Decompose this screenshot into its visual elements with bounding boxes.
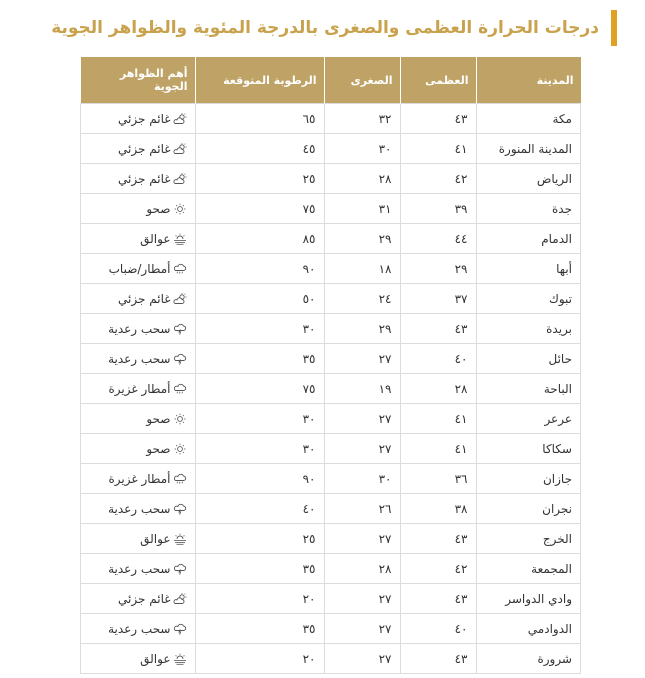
- cell-city: الدوادمي: [476, 614, 581, 644]
- cell-min: ٣٢: [324, 104, 400, 134]
- phenomenon-label: غائم جزئي: [118, 141, 171, 156]
- haze-icon: [173, 653, 187, 665]
- table-row: [81, 164, 581, 194]
- cell-max: ٢٩: [400, 254, 476, 284]
- cell-humidity: ٢٠: [195, 644, 324, 674]
- cell-max: ٤٢: [400, 554, 476, 584]
- cell-phenomenon: [81, 614, 196, 644]
- cell-min: ١٩: [324, 374, 400, 404]
- cell-humidity: ٣٠: [195, 314, 324, 344]
- cell-min: ٣٠: [324, 134, 400, 164]
- cell-humidity: ٣٥: [195, 344, 324, 374]
- cell-max: ٤٣: [400, 314, 476, 344]
- cell-phenomenon: [81, 164, 196, 194]
- cell-phenomenon: [81, 194, 196, 224]
- cell-city: المجمعة: [476, 554, 581, 584]
- cell-city: شرورة: [476, 644, 581, 674]
- cell-max: ٣٦: [400, 464, 476, 494]
- cell-phenomenon: [81, 314, 196, 344]
- table-row: [81, 644, 581, 674]
- cell-phenomenon: [81, 434, 196, 464]
- rain-icon: [173, 383, 187, 395]
- cell-city: مكة: [476, 104, 581, 134]
- cell-max: ٣٩: [400, 194, 476, 224]
- cell-phenomenon: [81, 284, 196, 314]
- page-header: [40, 10, 617, 46]
- cell-phenomenon: [81, 644, 196, 674]
- cell-humidity: ٣٥: [195, 614, 324, 644]
- cell-city: جازان: [476, 464, 581, 494]
- cell-humidity: ٩٠: [195, 464, 324, 494]
- sun-icon: [173, 203, 187, 215]
- cell-city: الدمام: [476, 224, 581, 254]
- cell-city: تبوك: [476, 284, 581, 314]
- cell-humidity: ٧٥: [195, 194, 324, 224]
- header-humidity: الرطوبة المتوقعة: [195, 57, 324, 104]
- table-row: [81, 194, 581, 224]
- cell-humidity: ٨٥: [195, 224, 324, 254]
- cell-min: ٢٧: [324, 584, 400, 614]
- header-min: الصغرى: [324, 57, 400, 104]
- cell-phenomenon: [81, 494, 196, 524]
- cell-phenomenon: [81, 374, 196, 404]
- cell-humidity: ٤٠: [195, 494, 324, 524]
- cell-max: ٤١: [400, 404, 476, 434]
- partly-cloudy-icon: [173, 113, 187, 125]
- cell-city: جدة: [476, 194, 581, 224]
- cell-phenomenon: [81, 404, 196, 434]
- phenomenon-label: أمطار/ضباب: [108, 261, 171, 276]
- phenomenon-label: سحب رعدية: [108, 621, 171, 636]
- table-row: [81, 494, 581, 524]
- cell-min: ٢٨: [324, 554, 400, 584]
- cell-city: عرعر: [476, 404, 581, 434]
- cell-max: ٤٠: [400, 614, 476, 644]
- phenomenon-label: أمطار غزيرة: [108, 471, 171, 486]
- cell-humidity: ٣٠: [195, 404, 324, 434]
- phenomenon-label: غائم جزئي: [118, 171, 171, 186]
- cell-phenomenon: [81, 584, 196, 614]
- cell-humidity: ٣٥: [195, 554, 324, 584]
- cell-phenomenon: [81, 224, 196, 254]
- cell-city: بريدة: [476, 314, 581, 344]
- cell-max: ٤١: [400, 434, 476, 464]
- cell-city: المدينة المنورة: [476, 134, 581, 164]
- phenomenon-label: عوالق: [140, 651, 171, 666]
- cell-humidity: ٤٥: [195, 134, 324, 164]
- cell-max: ٤٣: [400, 524, 476, 554]
- phenomenon-label: سحب رعدية: [108, 321, 171, 336]
- cell-min: ٢٧: [324, 434, 400, 464]
- table-row: [81, 584, 581, 614]
- table-row: [81, 104, 581, 134]
- cell-max: ٣٧: [400, 284, 476, 314]
- table-row: [81, 284, 581, 314]
- partly-cloudy-icon: [173, 593, 187, 605]
- cell-city: سكاكا: [476, 434, 581, 464]
- cell-city: نجران: [476, 494, 581, 524]
- cell-min: ٢٧: [324, 524, 400, 554]
- cell-humidity: ٦٥: [195, 104, 324, 134]
- cell-min: ٣٠: [324, 464, 400, 494]
- haze-icon: [173, 233, 187, 245]
- table-row: [81, 254, 581, 284]
- cell-min: ١٨: [324, 254, 400, 284]
- cell-max: ٣٨: [400, 494, 476, 524]
- cell-phenomenon: [81, 134, 196, 164]
- title-accent-bar: [611, 10, 617, 46]
- cell-min: ٢٤: [324, 284, 400, 314]
- phenomenon-label: سحب رعدية: [108, 351, 171, 366]
- table-row: [81, 614, 581, 644]
- phenomenon-label: سحب رعدية: [108, 501, 171, 516]
- table-row: [81, 134, 581, 164]
- cell-max: ٤٣: [400, 104, 476, 134]
- cell-phenomenon: [81, 344, 196, 374]
- cell-phenomenon: [81, 554, 196, 584]
- cell-min: ٢٧: [324, 644, 400, 674]
- partly-cloudy-icon: [173, 173, 187, 185]
- weather-table: [80, 57, 581, 674]
- cell-city: الرياض: [476, 164, 581, 194]
- cell-city: أبها: [476, 254, 581, 284]
- table-row: [81, 374, 581, 404]
- page-title: درجات الحرارة العظمى والصغرى بالدرجة المئوية والظواهر الجوية: [51, 18, 599, 38]
- cell-humidity: ٧٥: [195, 374, 324, 404]
- cell-max: ٤٢: [400, 164, 476, 194]
- haze-icon: [173, 533, 187, 545]
- cell-min: ٢٧: [324, 614, 400, 644]
- cell-max: ٤١: [400, 134, 476, 164]
- cell-min: ٢٧: [324, 404, 400, 434]
- rain-icon: [173, 263, 187, 275]
- thunder-icon: [173, 623, 187, 635]
- cell-min: ٣١: [324, 194, 400, 224]
- table-row: [81, 464, 581, 494]
- partly-cloudy-icon: [173, 143, 187, 155]
- cell-phenomenon: [81, 464, 196, 494]
- cell-humidity: ٥٠: [195, 284, 324, 314]
- phenomenon-label: غائم جزئي: [118, 291, 171, 306]
- cell-max: ٤٣: [400, 584, 476, 614]
- phenomenon-label: أمطار غزيرة: [108, 381, 171, 396]
- cell-humidity: ٢٥: [195, 164, 324, 194]
- cell-city: وادي الدواسر: [476, 584, 581, 614]
- sun-icon: [173, 413, 187, 425]
- rain-icon: [173, 473, 187, 485]
- cell-max: ٤٠: [400, 344, 476, 374]
- thunder-icon: [173, 503, 187, 515]
- cell-max: ٤٤: [400, 224, 476, 254]
- cell-phenomenon: [81, 104, 196, 134]
- cell-min: ٢٨: [324, 164, 400, 194]
- phenomenon-label: عوالق: [140, 531, 171, 546]
- table-row: [81, 434, 581, 464]
- cell-humidity: ٢٥: [195, 524, 324, 554]
- phenomenon-label: صحو: [146, 201, 171, 216]
- table-row: [81, 524, 581, 554]
- cell-phenomenon: [81, 524, 196, 554]
- sun-icon: [173, 443, 187, 455]
- table-row: [81, 554, 581, 584]
- partly-cloudy-icon: [173, 293, 187, 305]
- cell-min: ٢٦: [324, 494, 400, 524]
- cell-max: ٤٣: [400, 644, 476, 674]
- phenomenon-label: عوالق: [140, 231, 171, 246]
- header-phenomena: أهم الظواهر الجوية: [81, 57, 196, 104]
- table-row: [81, 404, 581, 434]
- table-row: [81, 344, 581, 374]
- cell-min: ٢٧: [324, 344, 400, 374]
- thunder-icon: [173, 563, 187, 575]
- cell-min: ٢٩: [324, 224, 400, 254]
- phenomenon-label: صحو: [146, 441, 171, 456]
- cell-city: الخرج: [476, 524, 581, 554]
- table-row: [81, 314, 581, 344]
- header-city: المدينة: [476, 57, 581, 104]
- thunder-icon: [173, 323, 187, 335]
- cell-humidity: ٢٠: [195, 584, 324, 614]
- header-max: العظمى: [400, 57, 476, 104]
- table-header-row: [81, 57, 581, 104]
- cell-humidity: ٣٠: [195, 434, 324, 464]
- phenomenon-label: غائم جزئي: [118, 111, 171, 126]
- cell-humidity: ٩٠: [195, 254, 324, 284]
- phenomenon-label: صحو: [146, 411, 171, 426]
- cell-city: حائل: [476, 344, 581, 374]
- cell-min: ٢٩: [324, 314, 400, 344]
- phenomenon-label: غائم جزئي: [118, 591, 171, 606]
- cell-max: ٢٨: [400, 374, 476, 404]
- phenomenon-label: سحب رعدية: [108, 561, 171, 576]
- cell-phenomenon: [81, 254, 196, 284]
- cell-city: الباحة: [476, 374, 581, 404]
- thunder-icon: [173, 353, 187, 365]
- table-row: [81, 224, 581, 254]
